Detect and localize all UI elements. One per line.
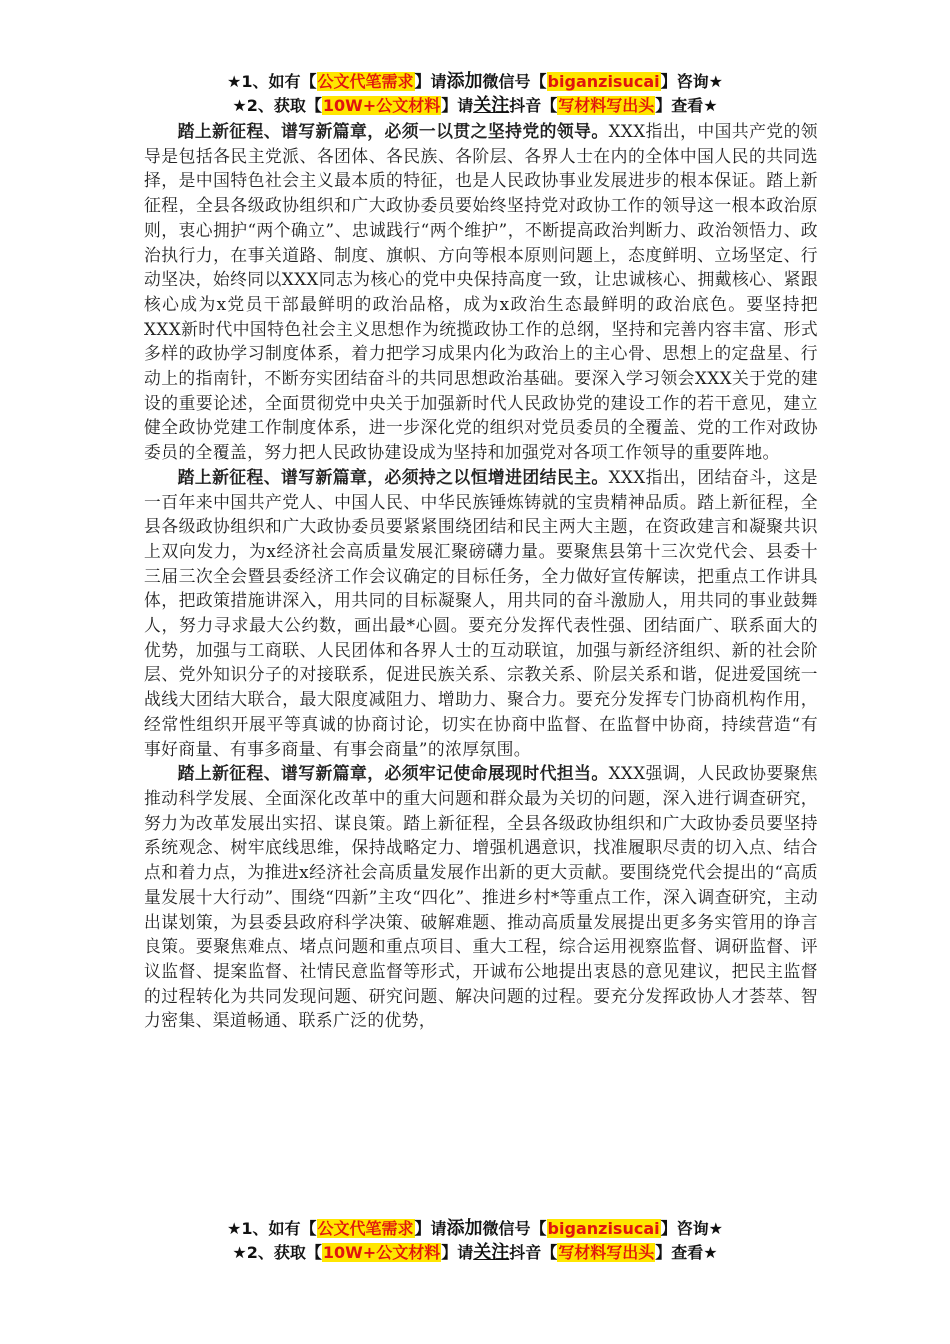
- banner-wechat-id: biganzisucai: [547, 1219, 660, 1238]
- paragraph-lead: 踏上新征程、谱写新篇章，必须一以贯之坚持党的领导。: [177, 121, 609, 141]
- banner-highlight: 公文代笔需求: [317, 1219, 414, 1238]
- banner-text: ★1、如有【: [227, 1219, 317, 1238]
- paragraph-lead: 踏上新征程、谱写新篇章，必须牢记使命展现时代担当。: [177, 763, 609, 784]
- paragraph-lead: 踏上新征程、谱写新篇章，必须持之以恒增进团结民主。: [177, 466, 609, 487]
- banner-emphasis: 添加: [446, 71, 483, 92]
- banner-text: ★2、获取【: [232, 96, 322, 115]
- banner-text: 微信号【: [482, 1219, 547, 1238]
- banner-douyin-id: 写材料写出头: [558, 96, 655, 115]
- banner-line-2: [0, 94, 950, 118]
- banner-text: 】咨询★: [660, 1219, 723, 1238]
- paragraph-1: [144, 119, 818, 465]
- banner-line-1: [0, 1217, 950, 1241]
- banner-text: 】请: [414, 1219, 447, 1238]
- banner-text: 】请: [441, 96, 474, 115]
- banner-line-1: [0, 70, 950, 94]
- paragraph-text: XXX指出，团结奋斗，这是一百年来中国共产党人、中国人民、中华民族锤炼铸就的宝贵精神品质。踏上新征程，全县各级政协组织和广大政协委员要紧紧围绕团结和民主两大主题，在资政建言和凝聚共识上双向发力，为x经济社会高质量发展汇聚磅礴力量。要聚焦县第十三次党代会、县委十三届三次全会暨县委经济工作会议确定的目标任务，全力做好宣传解读，把重点工作讲具体，把政策措施讲深入，用共同的目标凝聚人，用共同的奋斗激励人，用共同的事业鼓舞人，努力寻求最大公约数，画出最*心圆。要充分发挥代表性强、团结面广、联系面大的优势，加强与工商联、人民团体和各界人士的互动联谊，加强与新经济组织、新的社会阶层、党外知识分子的对接联系，促进民族关系、宗教关系、阶层关系和谐，促进爱国统一战线大团结大联合，最大限度减阻力、增助力、聚合力。要充分发挥专门协商机构作用，经常性组织开展平等真诚的协商讨论，切实在协商中监督、在监督中协商，持续营造“有事好商量、有事多商量、有事会商量”的浓厚氛围。: [144, 466, 818, 759]
- banner-emphasis: 关注: [473, 1242, 510, 1263]
- banner-text: 微信号【: [482, 72, 547, 91]
- paragraph-2: [144, 465, 818, 761]
- document-body: [144, 119, 818, 1033]
- banner-emphasis: 关注: [473, 95, 510, 116]
- banner-line-2: [0, 1241, 950, 1265]
- banner-highlight: 公文代笔需求: [317, 72, 414, 91]
- paragraph-text: XXX强调，人民政协要聚焦推动科学发展、全面深化改革中的重大问题和群众最为关切的问题，深入进行调查研究，努力为改革发展出实招、谋良策。踏上新征程，全县各级政协组织和广大政协委员要坚持系统观念、树牢底线思维，保持战略定力、增强机遇意识，找准履职尽责的切入点、结合点和着力点，为推进x经济社会高质量发展作出新的更大贡献。要围绕党代会提出的“高质量发展十大行动”、围绕“四新”主攻“四化”、推进乡村*等重点工作，深入调查研究，主动出谋划策，为县委县政府科学决策、破解难题、推动高质量发展提出更多务实管用的诤言良策。要聚焦难点、堵点问题和重点项目、重大工程，综合运用视察监督、调研监督、评议监督、提案监督、社情民意监督等形式，开诚布公地提出衷恳的意见建议，把民主监督的过程转化为共同发现问题、研究问题、解决问题的过程。要充分发挥政协人才荟萃、智力密集、渠道畅通、联系广泛的优势，: [144, 763, 818, 1031]
- banner-highlight: 10W+公文材料: [322, 96, 441, 115]
- banner-text: 】请: [414, 72, 447, 91]
- banner-wechat-id: biganzisucai: [547, 72, 660, 91]
- banner-text: ★1、如有【: [227, 72, 317, 91]
- banner-text: 】咨询★: [660, 72, 723, 91]
- banner-text: ★2、获取【: [232, 1243, 322, 1262]
- banner-text: 】查看★: [655, 1243, 718, 1262]
- banner-text: 】请: [441, 1243, 474, 1262]
- paragraph-3: [144, 761, 818, 1033]
- banner-highlight: 10W+公文材料: [322, 1243, 441, 1262]
- banner-text: 抖音【: [509, 1243, 558, 1262]
- bottom-banner: [0, 1217, 950, 1265]
- banner-text: 】查看★: [655, 96, 718, 115]
- banner-douyin-id: 写材料写出头: [558, 1243, 655, 1262]
- paragraph-text: XXX指出，中国共产党的领导是包括各民主党派、各团体、各民族、各阶层、各界人士在内的全体中国人民的共同选择，是中国特色社会主义最本质的特征，也是人民政协事业发展进步的根本保证。踏上新征程，全县各级政协组织和广大政协委员要始终坚持党对政协工作的领导这一根本政治原则，衷心拥护“两个确立”、忠诚践行“两个维护”，不断提高政治判断力、政治领悟力、政治执行力，在事关道路、制度、旗帜、方向等根本原则问题上，态度鲜明、立场坚定、行动坚决，始终同以XXX同志为核心的党中央保持高度一致，让忠诚核心、拥戴核心、紧跟核心成为x党员干部最鲜明的政治品格，成为x政治生态最鲜明的政治底色。要坚持把XXX新时代中国特色社会主义思想作为统揽政协工作的总纲，坚持和完善内容丰富、形式多样的政协学习制度体系，着力把学习成果内化为政治上的主心骨、思想上的定盘星、行动上的指南针，不断夯实团结奋斗的共同思想政治基础。要深入学习领会XXX关于党的建设的重要论述，全面贯彻党中央关于加强新时代人民政协党的建设工作的若干意见，建立健全政协党建工作制度体系，进一步深化党的组织对党员委员的全覆盖、党的工作对政协委员的全覆盖，努力把人民政协建设成为坚持和加强党对各项工作领导的重要阵地。: [144, 121, 818, 463]
- top-banner: [0, 70, 950, 118]
- banner-text: 抖音【: [509, 96, 558, 115]
- banner-emphasis: 添加: [446, 1218, 483, 1239]
